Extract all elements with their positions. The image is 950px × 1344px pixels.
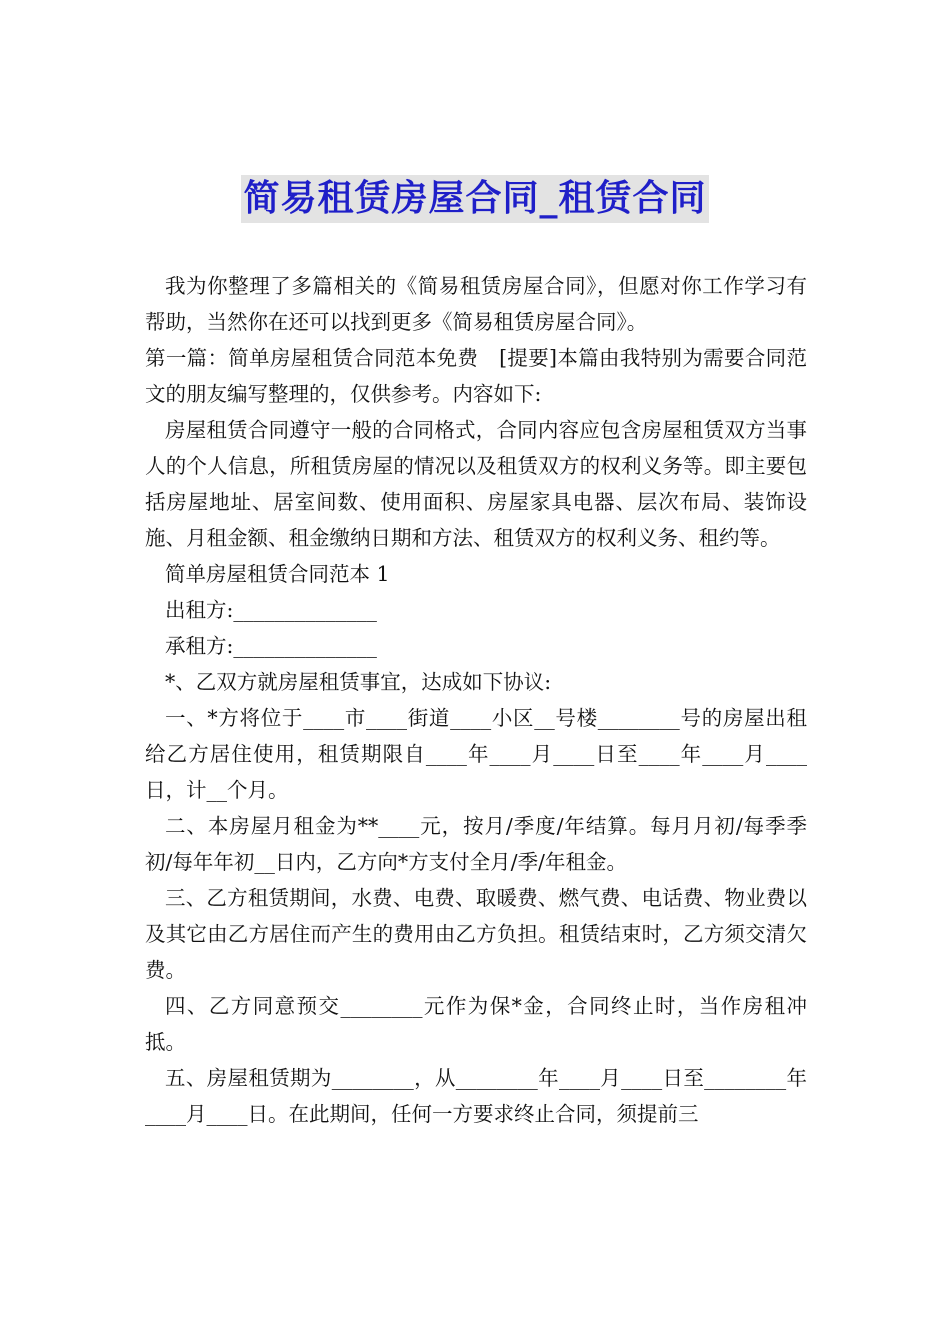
clause-five: 五、房屋租赁期为________，从________年____月____日至________年____月____日。在此期间，任何一方要求终止合同，须提前三 [145,1066,807,1126]
title-container [0,175,950,223]
lessor-line: 出租方:______________ [165,598,377,622]
agreement-preamble: *、乙双方就房屋租赁事宜，达成如下协议: [165,670,552,694]
clause-three: 三、乙方租赁期间，水费、电费、取暖费、燃气费、电话费、物业费以及其它由乙方居住而产生的费用由乙方负担。租赁结束时，乙方须交清欠费。 [145,886,807,982]
document-body [145,268,807,1132]
clause-one: 一、*方将位于____市____街道____小区__号楼________号的房屋出租给乙方居住使用，租赁期限自____年____月____日至____年____月____日，计__个月。 [145,706,807,802]
contract-description-paragraph: 房屋租赁合同遵守一般的合同格式，合同内容应包含房屋租赁双方当事人的个人信息，所租赁房屋的情况以及租赁双方的权利义务等。即主要包括房屋地址、居室间数、使用面积、房屋家具电器、层次布局、装饰设施、月租金额、租金缴纳日期和方法、租赁双方的权利义务、租约等。 [145,418,807,550]
intro-paragraph: 我为你整理了多篇相关的《简易租赁房屋合同》，但愿对你工作学习有帮助，当然你在还可以找到更多《简易租赁房屋合同》。 [145,274,807,334]
document-title: 简易租赁房屋合同_租赁合同 [241,175,708,223]
clause-two: 二、本房屋月租金为**____元，按月/季度/年结算。每月月初/每季季初/每年年初__日内，乙方向*方支付全月/季/年租金。 [145,814,807,874]
lessee-line: 承租方:______________ [165,634,377,658]
section-one-heading-paragraph: 第一篇：简单房屋租赁合同范本免费 [提要]本篇由我特别为需要合同范文的朋友编写整理的，仅供参考。内容如下: [145,346,807,406]
clause-four: 四、乙方同意预交________元作为保*金，合同终止时，当作房租冲抵。 [145,994,807,1054]
template-title: 简单房屋租赁合同范本 1 [165,562,390,586]
